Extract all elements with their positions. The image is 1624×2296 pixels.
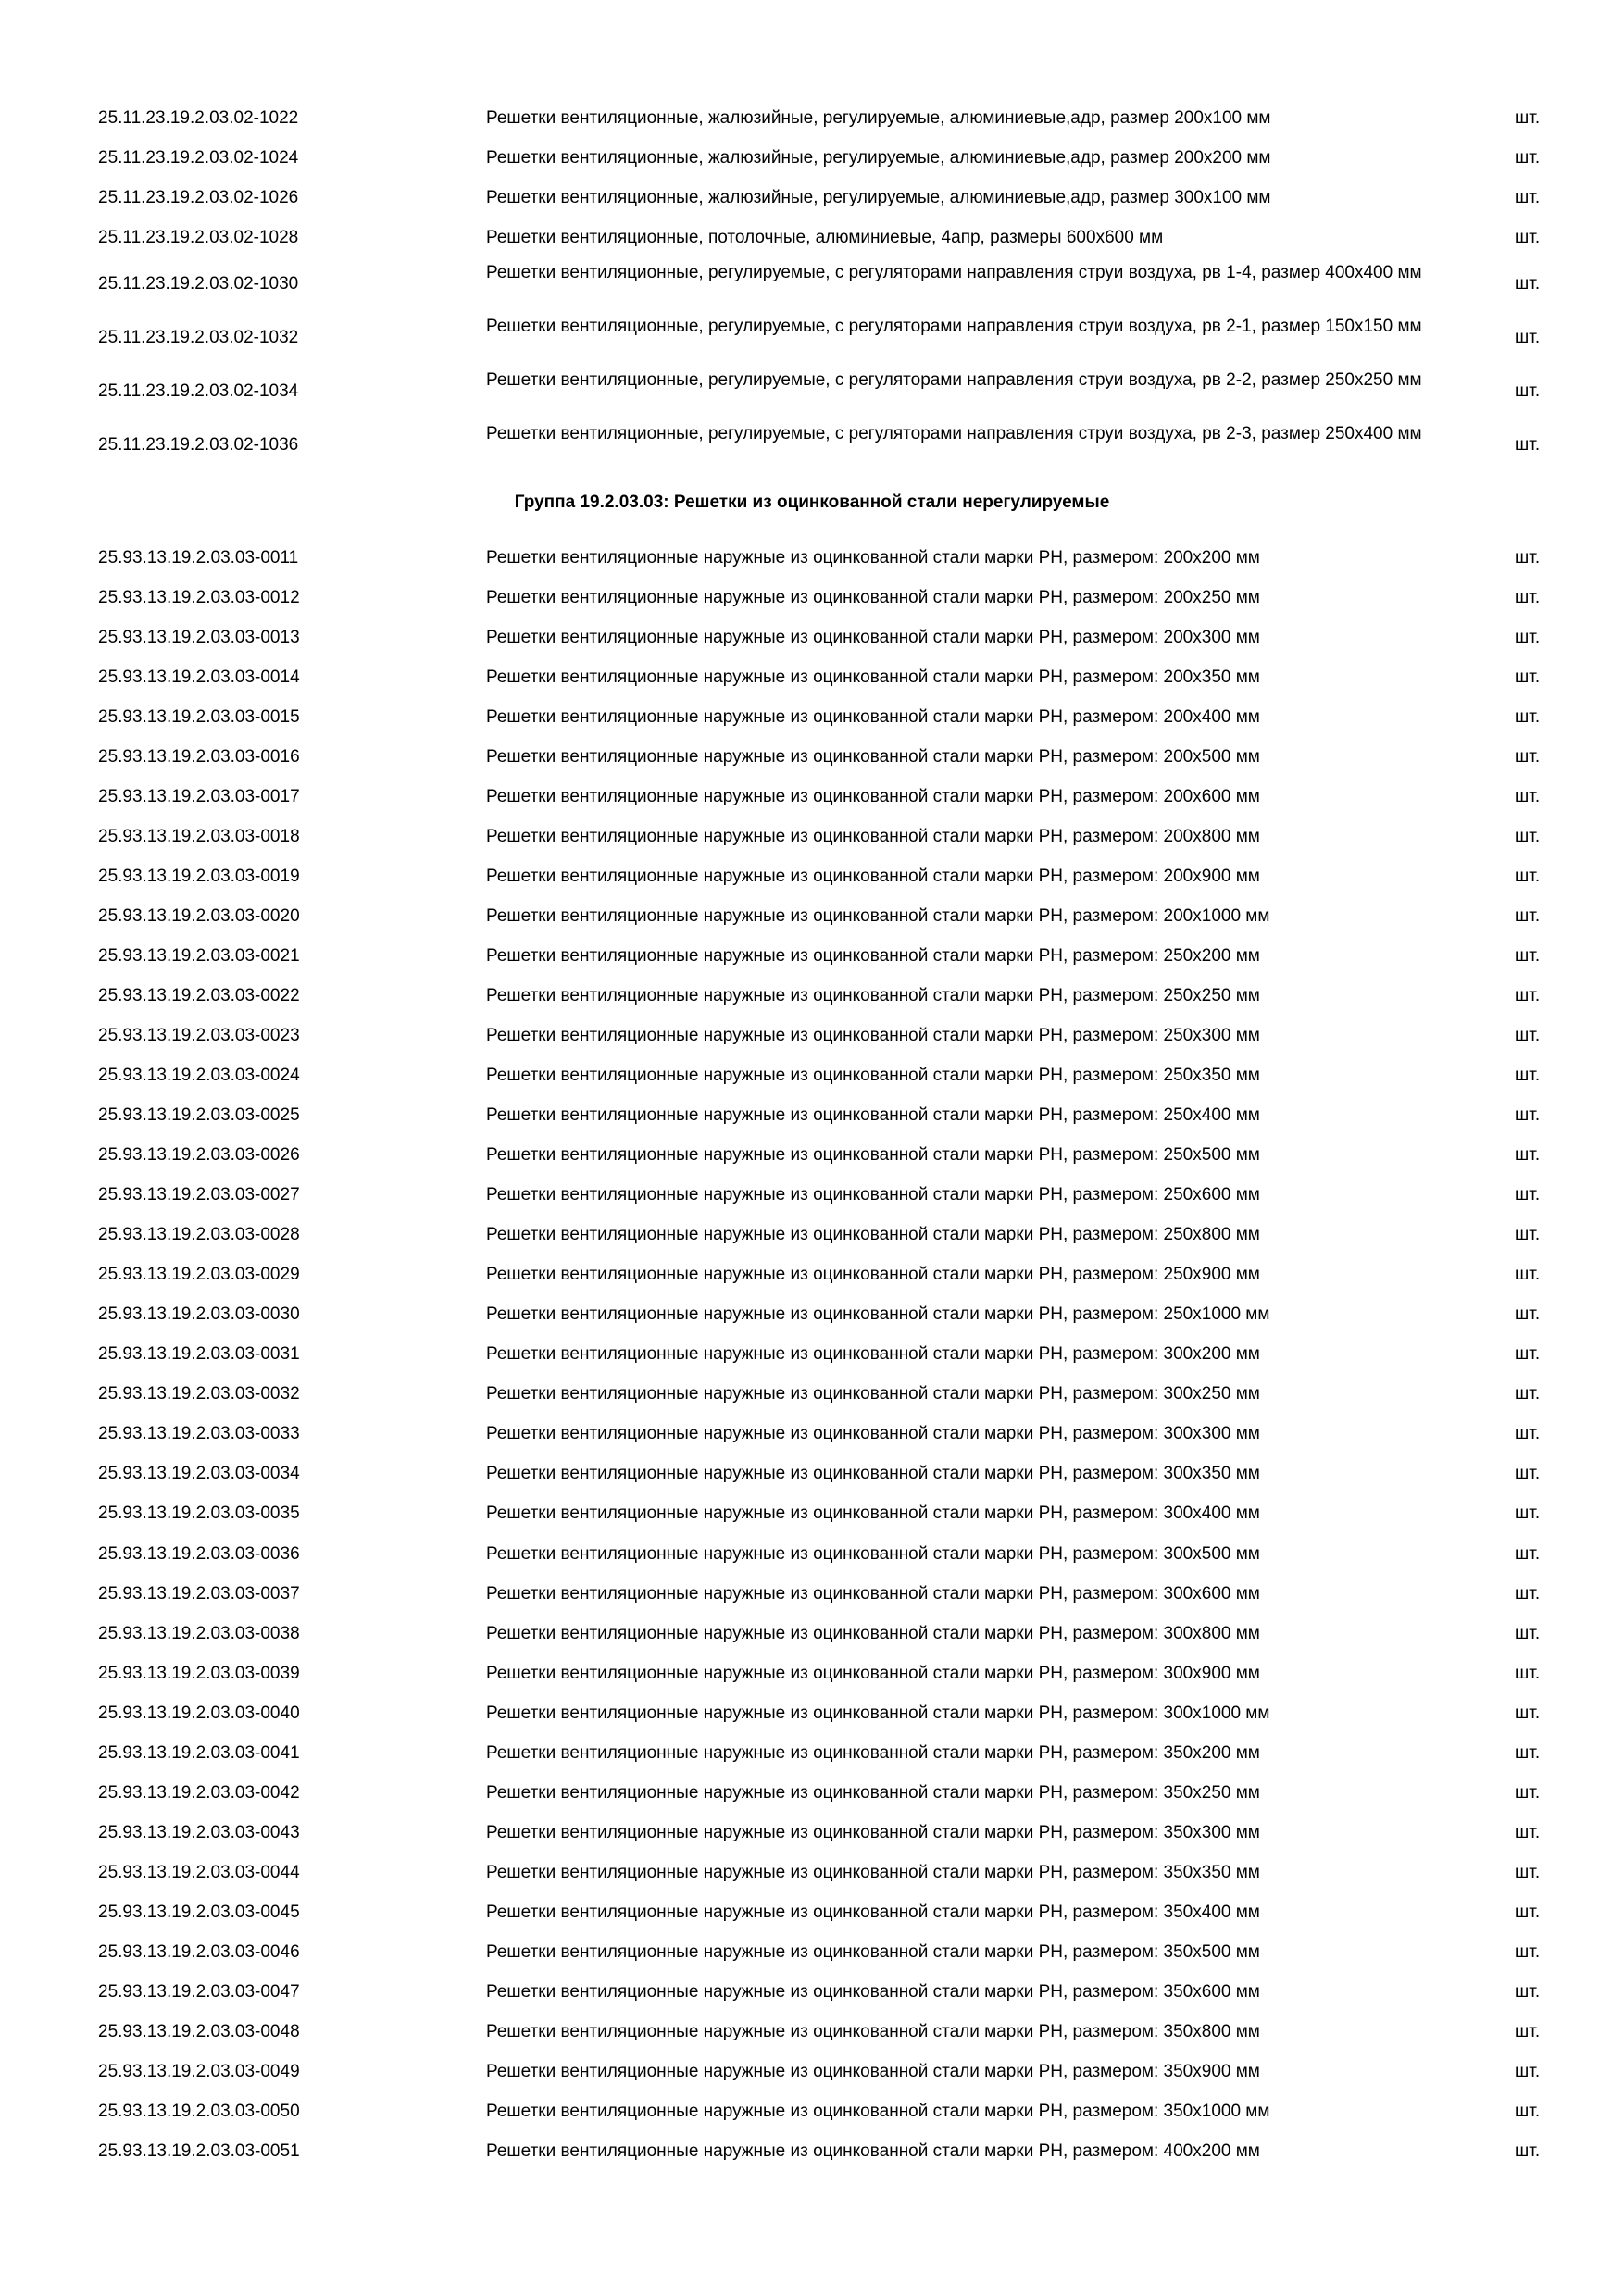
- unit-of-measure: шт.: [1515, 188, 1541, 207]
- resource-code: 25.93.13.19.2.03.03-0032: [98, 1384, 300, 1404]
- resource-code: 25.93.13.19.2.03.03-0046: [98, 1941, 300, 1962]
- resource-name: Решетки вентиляционные наружные из оцинкованной стали марки РН, размером: 350х300 мм: [486, 1822, 1260, 1842]
- resource-name: Решетки вентиляционные наружные из оцинкованной стали марки РН, размером: 250х350 мм: [486, 1066, 1260, 1086]
- unit-of-measure: шт.: [1515, 274, 1541, 293]
- unit-of-measure: шт.: [1515, 946, 1541, 967]
- resource-name: Решетки вентиляционные наружные из оцинкованной стали марки РН, размером: 350х900 мм: [486, 2061, 1260, 2081]
- unit-of-measure: шт.: [1515, 1742, 1541, 1763]
- resource-code: 25.93.13.19.2.03.03-0049: [98, 2061, 300, 2081]
- unit-of-measure: шт.: [1515, 1782, 1541, 1803]
- resource-code: 25.93.13.19.2.03.03-0013: [98, 628, 300, 648]
- resource-code: 25.11.23.19.2.03.02-1034: [98, 381, 299, 401]
- resource-code: 25.93.13.19.2.03.03-0018: [98, 827, 300, 847]
- resource-code: 25.93.13.19.2.03.03-0042: [98, 1782, 300, 1803]
- resource-code: 25.93.13.19.2.03.03-0039: [98, 1663, 300, 1683]
- resource-code: 25.93.13.19.2.03.03-0036: [98, 1543, 300, 1564]
- resource-code: 25.93.13.19.2.03.03-0026: [98, 1145, 300, 1166]
- resource-code: 25.11.23.19.2.03.02-1026: [98, 188, 299, 207]
- resource-name: Решетки вентиляционные наружные из оцинкованной стали марки РН, размером: 350х800 мм: [486, 2021, 1260, 2041]
- resource-code: 25.93.13.19.2.03.03-0035: [98, 1504, 300, 1524]
- resource-name: Решетки вентиляционные наружные из оцинкованной стали марки РН, размером: 200х400 мм: [486, 707, 1260, 728]
- resource-code: 25.93.13.19.2.03.03-0012: [98, 588, 300, 608]
- resource-name: Решетки вентиляционные, регулируемые, с регуляторами направления струи воздуха, рв 2-3, размер 250х400 мм: [486, 424, 1422, 443]
- unit-of-measure: шт.: [1515, 1105, 1541, 1126]
- resource-name: Решетки вентиляционные наружные из оцинкованной стали марки РН, размером: 200х800 мм: [486, 827, 1260, 847]
- resource-code: 25.11.23.19.2.03.02-1022: [98, 108, 299, 128]
- resource-name: Решетки вентиляционные наружные из оцинкованной стали марки РН, размером: 300х250 мм: [486, 1384, 1260, 1404]
- unit-of-measure: шт.: [1515, 668, 1541, 688]
- resource-code: 25.93.13.19.2.03.03-0016: [98, 747, 300, 767]
- resource-name: Решетки вентиляционные, жалюзийные, регулируемые, алюминиевые,адр, размер 200х100 мм: [486, 108, 1271, 128]
- unit-of-measure: шт.: [1515, 1026, 1541, 1046]
- unit-of-measure: шт.: [1515, 328, 1541, 347]
- resource-code: 25.93.13.19.2.03.03-0051: [98, 2140, 300, 2161]
- resource-name: Решетки вентиляционные наружные из оцинкованной стали марки РН, размером: 250х900 мм: [486, 1265, 1260, 1285]
- unit-of-measure: шт.: [1515, 787, 1541, 807]
- unit-of-measure: шт.: [1515, 1424, 1541, 1444]
- resource-code: 25.93.13.19.2.03.03-0048: [98, 2021, 300, 2041]
- unit-of-measure: шт.: [1515, 1225, 1541, 1245]
- resource-name: Решетки вентиляционные наружные из оцинкованной стали марки РН, размером: 250х800 мм: [486, 1225, 1260, 1245]
- resource-name: Решетки вентиляционные наружные из оцинкованной стали марки РН, размером: 250х1000 мм: [486, 1304, 1270, 1325]
- resource-code: 25.93.13.19.2.03.03-0022: [98, 986, 300, 1006]
- resource-code: 25.11.23.19.2.03.02-1028: [98, 228, 299, 247]
- unit-of-measure: шт.: [1515, 108, 1541, 128]
- unit-of-measure: шт.: [1515, 548, 1541, 568]
- resource-name: Решетки вентиляционные наружные из оцинкованной стали марки РН, размером: 300х350 мм: [486, 1464, 1260, 1484]
- resource-name: Решетки вентиляционные наружные из оцинкованной стали марки РН, размером: 250х200 мм: [486, 946, 1260, 967]
- resource-name: Решетки вентиляционные, регулируемые, с регуляторами направления струи воздуха, рв 2-1, размер 150х150 мм: [486, 317, 1422, 336]
- resource-name: Решетки вентиляционные наружные из оцинкованной стали марки РН, размером: 350х500 мм: [486, 1941, 1260, 1962]
- resource-code: 25.93.13.19.2.03.03-0011: [98, 548, 299, 568]
- resource-name: Решетки вентиляционные наружные из оцинкованной стали марки РН, размером: 350х600 мм: [486, 1981, 1260, 2002]
- unit-of-measure: шт.: [1515, 1941, 1541, 1962]
- resource-code: 25.93.13.19.2.03.03-0025: [98, 1105, 300, 1126]
- unit-of-measure: шт.: [1515, 867, 1541, 887]
- unit-of-measure: шт.: [1515, 2021, 1541, 2041]
- unit-of-measure: шт.: [1515, 1464, 1541, 1484]
- unit-of-measure: шт.: [1515, 2101, 1541, 2121]
- unit-of-measure: шт.: [1515, 1583, 1541, 1603]
- unit-of-measure: шт.: [1515, 1145, 1541, 1166]
- resource-name: Решетки вентиляционные наружные из оцинкованной стали марки РН, размером: 250х300 мм: [486, 1026, 1260, 1046]
- resource-name: Решетки вентиляционные наружные из оцинкованной стали марки РН, размером: 250х600 мм: [486, 1185, 1260, 1205]
- resource-code: 25.93.13.19.2.03.03-0027: [98, 1185, 300, 1205]
- resource-code: 25.93.13.19.2.03.03-0017: [98, 787, 300, 807]
- resource-name: Решетки вентиляционные наружные из оцинкованной стали марки РН, размером: 250х500 мм: [486, 1145, 1260, 1166]
- unit-of-measure: шт.: [1515, 1265, 1541, 1285]
- unit-of-measure: шт.: [1515, 986, 1541, 1006]
- resource-name: Решетки вентиляционные наружные из оцинкованной стали марки РН, размером: 200х500 мм: [486, 747, 1260, 767]
- resource-name: Решетки вентиляционные наружные из оцинкованной стали марки РН, размером: 200х250 мм: [486, 588, 1260, 608]
- resource-name: Решетки вентиляционные наружные из оцинкованной стали марки РН, размером: 200х1000 мм: [486, 906, 1270, 927]
- unit-of-measure: шт.: [1515, 1185, 1541, 1205]
- resource-name: Решетки вентиляционные наружные из оцинкованной стали марки РН, размером: 200х900 мм: [486, 867, 1260, 887]
- resource-code: 25.93.13.19.2.03.03-0044: [98, 1862, 300, 1882]
- resource-code: 25.11.23.19.2.03.02-1036: [98, 435, 299, 455]
- resource-code: 25.93.13.19.2.03.03-0045: [98, 1902, 300, 1922]
- resource-code: 25.93.13.19.2.03.03-0015: [98, 707, 300, 728]
- resource-code: 25.93.13.19.2.03.03-0019: [98, 867, 300, 887]
- resource-code: 25.93.13.19.2.03.03-0020: [98, 906, 300, 927]
- unit-of-measure: шт.: [1515, 1504, 1541, 1524]
- unit-of-measure: шт.: [1515, 1623, 1541, 1643]
- unit-of-measure: шт.: [1515, 2140, 1541, 2161]
- resource-name: Решетки вентиляционные наружные из оцинкованной стали марки РН, размером: 300х600 мм: [486, 1583, 1260, 1603]
- unit-of-measure: шт.: [1515, 1066, 1541, 1086]
- resource-name: Решетки вентиляционные наружные из оцинкованной стали марки РН, размером: 300х400 мм: [486, 1504, 1260, 1524]
- resource-name: Решетки вентиляционные наружные из оцинкованной стали марки РН, размером: 200х350 мм: [486, 668, 1260, 688]
- unit-of-measure: шт.: [1515, 381, 1541, 401]
- unit-of-measure: шт.: [1515, 906, 1541, 927]
- resource-code: 25.93.13.19.2.03.03-0014: [98, 668, 300, 688]
- unit-of-measure: шт.: [1515, 827, 1541, 847]
- resource-name: Решетки вентиляционные наружные из оцинкованной стали марки РН, размером: 200х600 мм: [486, 787, 1260, 807]
- resource-code: 25.93.13.19.2.03.03-0028: [98, 1225, 300, 1245]
- unit-of-measure: шт.: [1515, 1981, 1541, 2002]
- unit-of-measure: шт.: [1515, 435, 1541, 455]
- unit-of-measure: шт.: [1515, 1543, 1541, 1564]
- resource-name: Решетки вентиляционные наружные из оцинкованной стали марки РН, размером: 250х400 мм: [486, 1105, 1260, 1126]
- resource-name: Решетки вентиляционные наружные из оцинкованной стали марки РН, размером: 300х1000 мм: [486, 1703, 1270, 1723]
- unit-of-measure: шт.: [1515, 1384, 1541, 1404]
- resource-code: 25.93.13.19.2.03.03-0043: [98, 1822, 300, 1842]
- resource-code: 25.11.23.19.2.03.02-1032: [98, 328, 299, 347]
- unit-of-measure: шт.: [1515, 707, 1541, 728]
- resource-name: Решетки вентиляционные наружные из оцинкованной стали марки РН, размером: 350х400 мм: [486, 1902, 1260, 1922]
- resource-code: 25.93.13.19.2.03.03-0024: [98, 1066, 300, 1086]
- unit-of-measure: шт.: [1515, 1344, 1541, 1365]
- resource-name: Решетки вентиляционные наружные из оцинкованной стали марки РН, размером: 200х300 мм: [486, 628, 1260, 648]
- resource-code: 25.93.13.19.2.03.03-0030: [98, 1304, 300, 1325]
- resource-name: Решетки вентиляционные, регулируемые, с регуляторами направления струи воздуха, рв 1-4, размер 400х400 мм: [486, 263, 1422, 282]
- resource-name: Решетки вентиляционные, жалюзийные, регулируемые, алюминиевые,адр, размер 300х100 мм: [486, 188, 1271, 207]
- resource-code: 25.11.23.19.2.03.02-1030: [98, 274, 299, 293]
- resource-name: Решетки вентиляционные наружные из оцинкованной стали марки РН, размером: 300х300 мм: [486, 1424, 1260, 1444]
- unit-of-measure: шт.: [1515, 228, 1541, 247]
- resource-name: Решетки вентиляционные наружные из оцинкованной стали марки РН, размером: 400х200 мм: [486, 2140, 1260, 2161]
- unit-of-measure: шт.: [1515, 2061, 1541, 2081]
- resource-name: Решетки вентиляционные наружные из оцинкованной стали марки РН, размером: 250х250 мм: [486, 986, 1260, 1006]
- resource-name: Решетки вентиляционные наружные из оцинкованной стали марки РН, размером: 350х250 мм: [486, 1782, 1260, 1803]
- unit-of-measure: шт.: [1515, 1663, 1541, 1683]
- unit-of-measure: шт.: [1515, 1304, 1541, 1325]
- unit-of-measure: шт.: [1515, 628, 1541, 648]
- resource-code: 25.93.13.19.2.03.03-0040: [98, 1703, 300, 1723]
- unit-of-measure: шт.: [1515, 1822, 1541, 1842]
- unit-of-measure: шт.: [1515, 1862, 1541, 1882]
- unit-of-measure: шт.: [1515, 747, 1541, 767]
- unit-of-measure: шт.: [1515, 1902, 1541, 1922]
- resource-name: Решетки вентиляционные наружные из оцинкованной стали марки РН, размером: 350х350 мм: [486, 1862, 1260, 1882]
- resource-code: 25.93.13.19.2.03.03-0037: [98, 1583, 300, 1603]
- resource-code: 25.93.13.19.2.03.03-0034: [98, 1464, 300, 1484]
- resource-name: Решетки вентиляционные, регулируемые, с регуляторами направления струи воздуха, рв 2-2, размер 250х250 мм: [486, 370, 1422, 390]
- group-heading: Группа 19.2.03.03: Решетки из оцинкованной стали нерегулируемые: [514, 493, 1110, 512]
- resource-name: Решетки вентиляционные наружные из оцинкованной стали марки РН, размером: 350х1000 мм: [486, 2101, 1270, 2121]
- resource-code: 25.93.13.19.2.03.03-0038: [98, 1623, 300, 1643]
- resource-code: 25.93.13.19.2.03.03-0047: [98, 1981, 300, 2002]
- resource-name: Решетки вентиляционные наружные из оцинкованной стали марки РН, размером: 300х200 мм: [486, 1344, 1260, 1365]
- unit-of-measure: шт.: [1515, 148, 1541, 168]
- resource-code: 25.93.13.19.2.03.03-0023: [98, 1026, 300, 1046]
- resource-code: 25.11.23.19.2.03.02-1024: [98, 148, 299, 168]
- resource-name: Решетки вентиляционные наружные из оцинкованной стали марки РН, размером: 300х500 мм: [486, 1543, 1260, 1564]
- resource-name: Решетки вентиляционные наружные из оцинкованной стали марки РН, размером: 300х800 мм: [486, 1623, 1260, 1643]
- resource-name: Решетки вентиляционные, потолочные, алюминиевые, 4апр, размеры 600х600 мм: [486, 228, 1164, 247]
- resource-name: Решетки вентиляционные наружные из оцинкованной стали марки РН, размером: 350х200 мм: [486, 1742, 1260, 1763]
- resource-name: Решетки вентиляционные наружные из оцинкованной стали марки РН, размером: 300х900 мм: [486, 1663, 1260, 1683]
- resource-code: 25.93.13.19.2.03.03-0041: [98, 1742, 300, 1763]
- resource-code: 25.93.13.19.2.03.03-0031: [98, 1344, 300, 1365]
- resource-name: Решетки вентиляционные наружные из оцинкованной стали марки РН, размером: 200х200 мм: [486, 548, 1260, 568]
- resource-code: 25.93.13.19.2.03.03-0033: [98, 1424, 300, 1444]
- unit-of-measure: шт.: [1515, 588, 1541, 608]
- resource-code: 25.93.13.19.2.03.03-0050: [98, 2101, 300, 2121]
- resource-name: Решетки вентиляционные, жалюзийные, регулируемые, алюминиевые,адр, размер 200х200 мм: [486, 148, 1271, 168]
- resource-code: 25.93.13.19.2.03.03-0021: [98, 946, 300, 967]
- resource-code: 25.93.13.19.2.03.03-0029: [98, 1265, 300, 1285]
- unit-of-measure: шт.: [1515, 1703, 1541, 1723]
